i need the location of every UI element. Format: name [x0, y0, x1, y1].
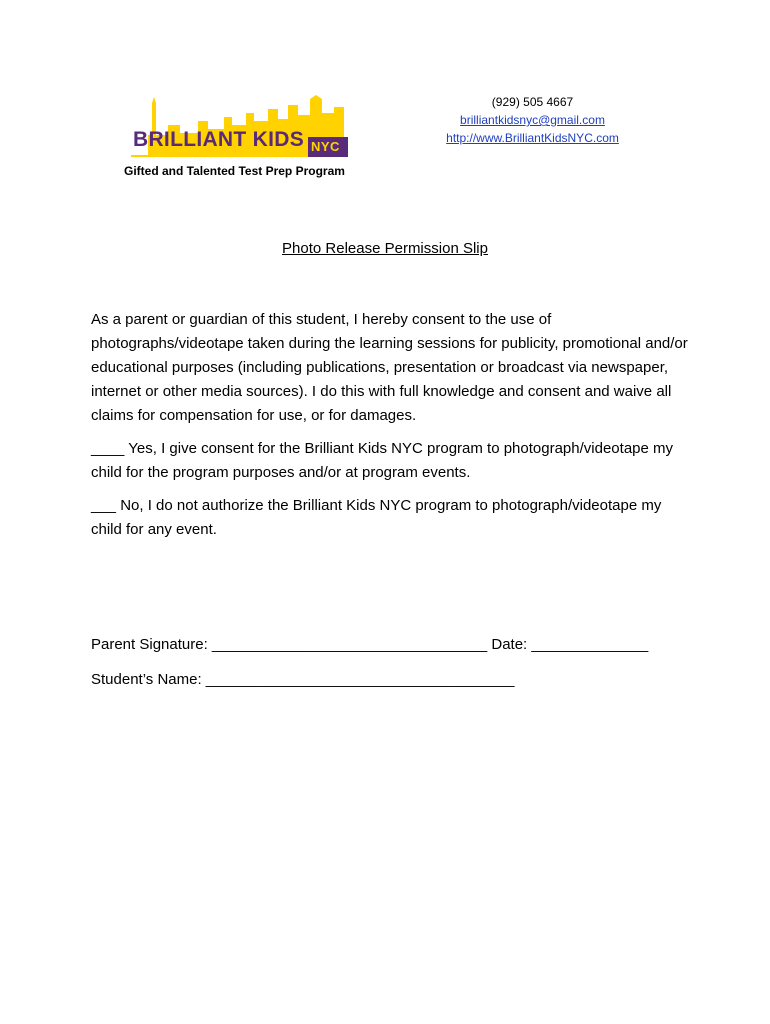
consent-paragraph: As a parent or guardian of this student, I hereby consent to the use of photographs/videotape taken during the learning sessions for publicity, promotional and/or educational purposes (including publications, presentation or broadcast via newspaper, internet or other media sources). I do this with full knowledge and consent and waive all claims for compensation for use, or for damages.: [91, 311, 688, 424]
email-link[interactable]: brilliantkidsnyc@gmail.com: [460, 113, 605, 127]
page-title: Photo Release Permission Slip: [282, 240, 488, 257]
logo-nyc-text: NYC: [311, 139, 340, 154]
no-consent-option: ___ No, I do not authorize the Brilliant Kids NYC program to photograph/videotape my child for any event.: [91, 497, 662, 538]
phone-number: (929) 505 4667: [491, 95, 574, 109]
yes-consent-option: ____ Yes, I give consent for the Brilliant Kids NYC program to photograph/videotape my child for the program purposes and/or at program events.: [91, 440, 674, 481]
parent-signature-line: Parent Signature: _________________________________ Date: ______________: [91, 636, 649, 653]
website-link[interactable]: http://www.BrilliantKidsNYC.com: [446, 131, 619, 145]
brilliant-kids-logo: [128, 95, 350, 165]
logo-brand-text: BRILLIANT KIDS: [133, 128, 305, 151]
consent-body: [91, 308, 691, 551]
program-tagline: Gifted and Talented Test Prep Program: [124, 164, 345, 178]
contact-block: [420, 93, 645, 147]
student-name-line: Student’s Name: _____________________________________: [91, 671, 515, 688]
